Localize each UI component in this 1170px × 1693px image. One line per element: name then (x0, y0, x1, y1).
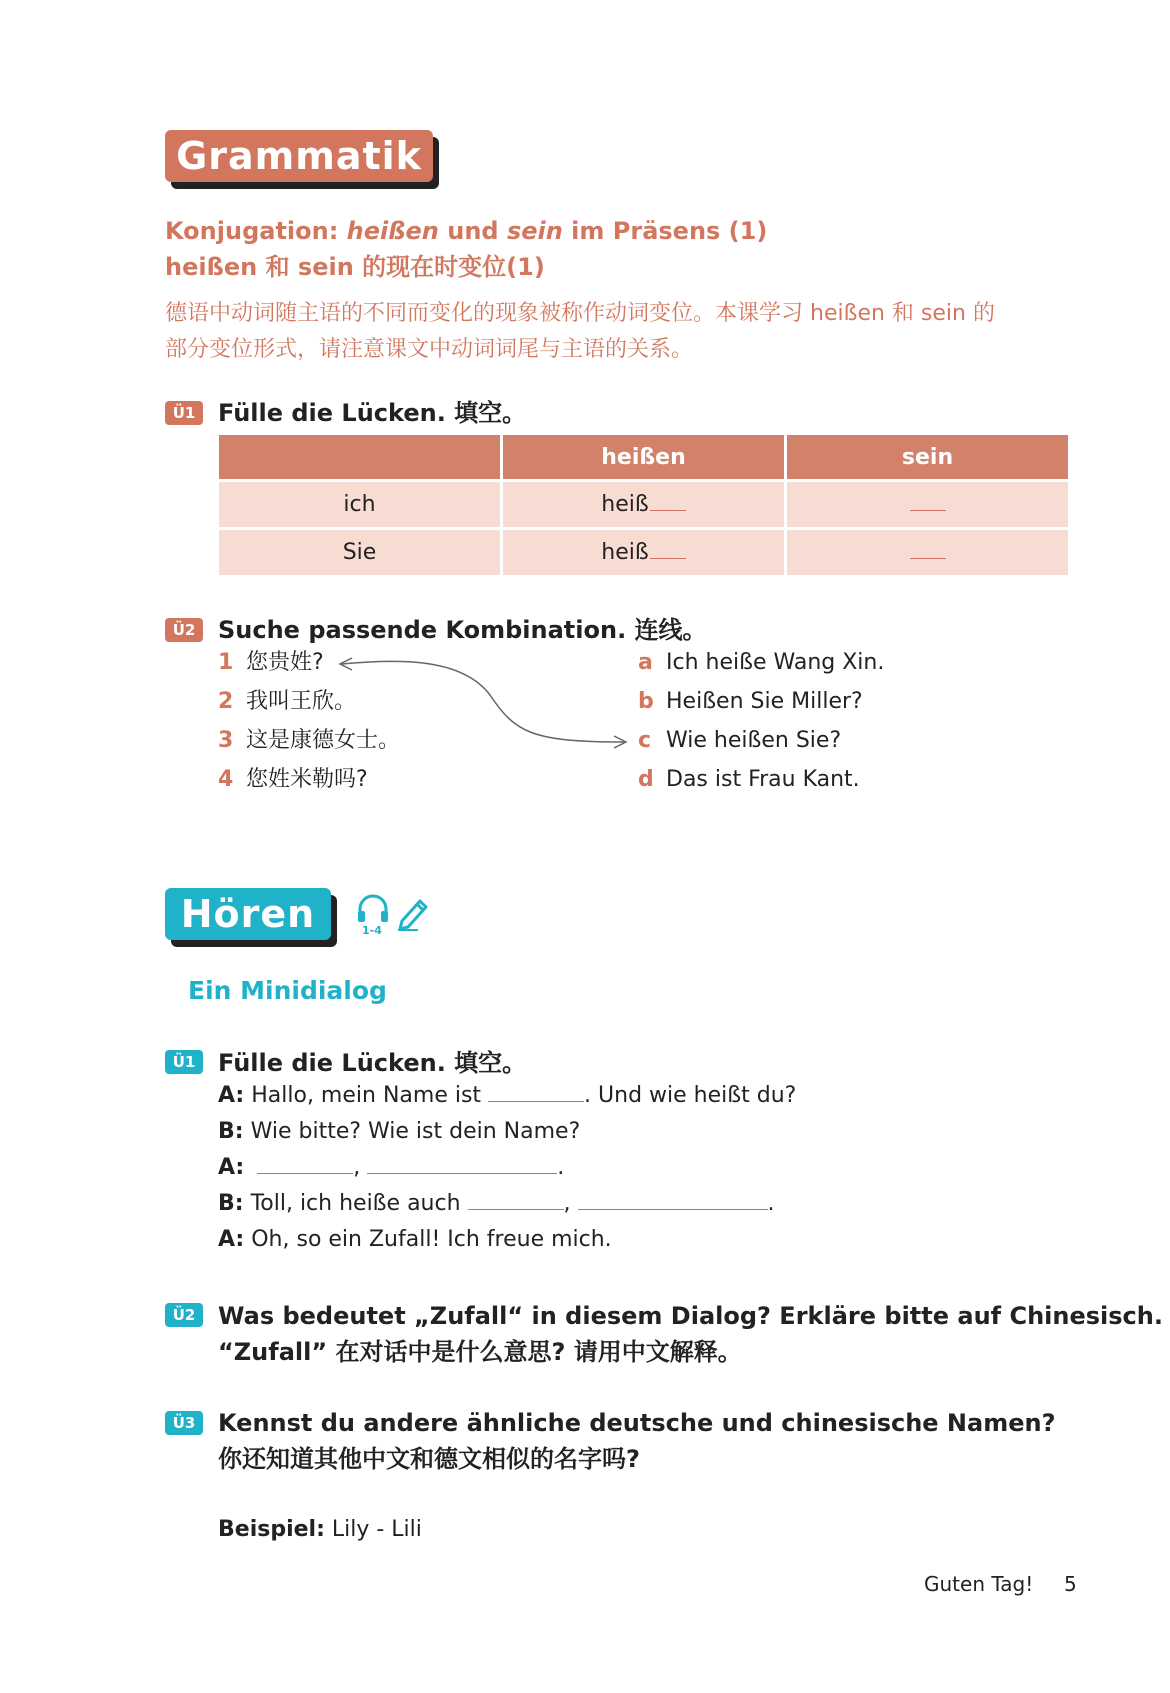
match-number: 1 (218, 650, 234, 675)
speaker-label: B: (218, 1119, 244, 1144)
grammatik-u1-instruction: Fülle die Lücken. 填空。 (218, 399, 527, 427)
dialog-text: Wie bitte? Wie ist dein Name? (250, 1119, 581, 1144)
speaker-label: A: (218, 1227, 245, 1252)
dialog-line-2 (218, 1117, 580, 1147)
dialog-text: , (563, 1191, 571, 1216)
match-letter: c (638, 728, 652, 753)
heissen-stem: heiß (601, 540, 649, 565)
match-text: 您姓米勒吗? (246, 767, 368, 792)
hoeren-banner-label: Hören (165, 888, 331, 940)
match-text: Wie heißen Sie? (666, 728, 842, 753)
dialog-line-3 (218, 1153, 564, 1183)
dialog-text: Toll, ich heiße auch (250, 1191, 468, 1216)
table-header (219, 435, 500, 479)
match-text: 我叫王欣。 (246, 689, 357, 714)
dialog-text: . (557, 1155, 565, 1180)
heissen-cell[interactable] (503, 482, 784, 527)
match-number: 2 (218, 689, 234, 714)
blank-line (650, 558, 686, 559)
heissen-stem: heiß (601, 492, 649, 517)
hoeren-subtitle: Ein Minidialog (188, 976, 387, 1005)
grammatik-intro-line1: 德语中动词随主语的不同而变化的现象被称作动词变位。本课学习 heißen 和 sein 的 (165, 301, 995, 326)
heissen-cell[interactable] (503, 530, 784, 575)
dialog-text: Hallo, mein Name ist (251, 1083, 489, 1108)
sein-cell[interactable] (787, 530, 1068, 575)
sein-cell[interactable] (787, 482, 1068, 527)
dialog-text: . Und wie heißt du? (584, 1083, 797, 1108)
answer-blank[interactable] (367, 1173, 557, 1174)
grammatik-u2-badge: Ü2 (165, 618, 203, 642)
pencil-icon (396, 895, 430, 931)
hoeren-u2-badge: Ü2 (165, 1303, 203, 1327)
match-text: Heißen Sie Miller? (666, 689, 863, 714)
grammatik-intro-line2: 部分变位形式，请注意课文中动词词尾与主语的关系。 (165, 337, 694, 362)
hoeren-banner (165, 888, 331, 940)
example-text: Lily - Lili (324, 1517, 422, 1542)
match-right-b[interactable] (638, 687, 863, 717)
speaker-label: B: (218, 1191, 244, 1216)
table-header: sein (787, 435, 1068, 479)
grammatik-banner (165, 130, 433, 182)
page-number: 5 (1064, 1572, 1077, 1596)
dialog-line-5 (218, 1225, 612, 1255)
table-row (219, 482, 1068, 527)
title-verb-heissen: heißen (346, 217, 439, 245)
dialog-line-4 (218, 1189, 775, 1219)
dialog-text: . (767, 1191, 775, 1216)
match-text: 这是康德女士。 (246, 728, 401, 753)
hoeren-u1-badge: Ü1 (165, 1050, 203, 1074)
hoeren-u3-badge: Ü3 (165, 1411, 203, 1435)
dialog-line-1 (218, 1081, 796, 1111)
match-letter: b (638, 689, 654, 714)
hoeren-u2-line1: Was bedeutet „Zufall“ in diesem Dialog? Erkläre bitte auf Chinesisch. (218, 1302, 1163, 1330)
match-text: 您贵姓? (246, 650, 324, 675)
blank-line (910, 510, 946, 511)
answer-blank[interactable] (468, 1209, 564, 1210)
hoeren-u2-line2: “Zufall” 在对话中是什么意思? 请用中文解释。 (218, 1338, 742, 1366)
hoeren-u3-line2: 你还知道其他中文和德文相似的名字吗? (218, 1445, 640, 1473)
match-number: 4 (218, 767, 234, 792)
conjugation-table (216, 432, 1071, 578)
pronoun-cell: ich (219, 482, 500, 527)
blank-line (650, 510, 686, 511)
speaker-label: A: (218, 1083, 245, 1108)
answer-blank[interactable] (578, 1209, 768, 1210)
dialog-text: Oh, so ein Zufall! Ich freue mich. (251, 1227, 612, 1252)
blank-line (910, 558, 946, 559)
match-letter: a (638, 650, 653, 675)
match-right-a[interactable] (638, 648, 884, 678)
table-header: heißen (503, 435, 784, 479)
track-number: 1-4 (362, 924, 382, 937)
grammatik-u2-instruction: Suche passende Kombination. 连线。 (218, 616, 707, 644)
footer-title: Guten Tag! (924, 1572, 1034, 1596)
match-right-d[interactable] (638, 765, 860, 795)
pronoun-cell: Sie (219, 530, 500, 575)
match-right-c[interactable] (638, 726, 841, 756)
grammatik-subtitle-cn: heißen 和 sein 的现在时变位(1) (165, 253, 545, 281)
example-line (218, 1515, 422, 1545)
example-label: Beispiel: (218, 1517, 325, 1542)
table-row (219, 530, 1068, 575)
speaker-label: A: (218, 1155, 245, 1180)
title-verb-sein: sein (506, 217, 563, 245)
grammatik-u1-badge: Ü1 (165, 401, 203, 425)
match-number: 3 (218, 728, 234, 753)
title-pre: Konjugation: (165, 217, 347, 245)
arrow-icon (330, 650, 630, 750)
match-letter: d (638, 767, 654, 792)
answer-blank[interactable] (257, 1173, 353, 1174)
grammatik-title (165, 215, 767, 247)
match-text: Ich heiße Wang Xin. (666, 650, 885, 675)
hoeren-u3-line1: Kennst du andere ähnliche deutsche und chinesische Namen? (218, 1409, 1056, 1437)
title-mid: und (438, 217, 507, 245)
table-header-row (219, 435, 1068, 479)
hoeren-u1-instruction: Fülle die Lücken. 填空。 (218, 1049, 527, 1077)
dialog-text: , (353, 1155, 361, 1180)
answer-blank[interactable] (488, 1101, 584, 1102)
title-post: im Präsens (1) (562, 217, 768, 245)
grammatik-banner-label: Grammatik (165, 130, 433, 182)
match-left-4[interactable] (218, 765, 368, 795)
match-text: Das ist Frau Kant. (666, 767, 860, 792)
match-left-1[interactable] (218, 648, 324, 678)
